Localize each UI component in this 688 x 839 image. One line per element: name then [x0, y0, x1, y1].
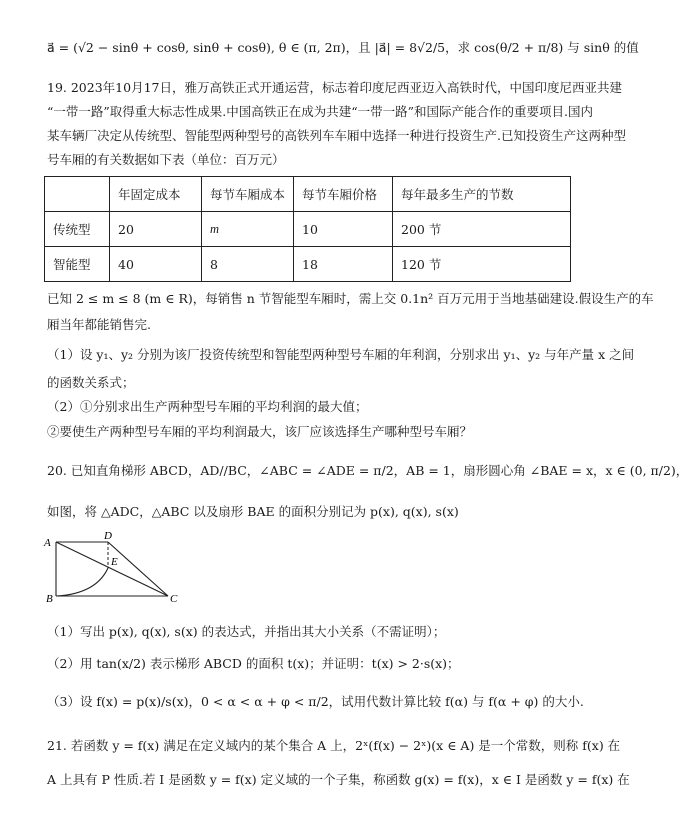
problem-21-line-2: A 上具有 P 性质.若 I 是函数 y = f(x) 定义域的一个子集，称函数 g(x) = f(x)，x ∈ I 是函数 y = f(x) 在	[47, 772, 630, 787]
table-header-cell	[45, 177, 110, 212]
problem-20-q3: （3）设 f(x) = p(x)/s(x)，0 < α < α + φ < π/2，试用代数计算比较 f(α) 与 f(α + φ) 的大小.	[47, 694, 584, 709]
table-header-cell: 年固定成本	[110, 177, 202, 212]
problem-19-q1-line-1: （1）设 y₁、y₂ 分别为该厂投资传统型和智能型两种型号车厢的年利润，分别求出 y₁、y₂ 与年产量 x 之间	[47, 347, 635, 362]
label-a: A	[44, 537, 51, 549]
table-cell: m	[202, 212, 294, 247]
table-cell: 10	[294, 212, 393, 247]
table-cell: 200 节	[393, 212, 571, 247]
trapezoid-figure	[40, 532, 190, 604]
label-c: C	[170, 593, 178, 605]
table-cell: 传统型	[45, 212, 110, 247]
label-b: B	[46, 593, 53, 605]
cost-data-table	[44, 176, 571, 282]
segment-ac	[56, 542, 168, 596]
table-header-cell: 每年最多生产的节数	[393, 177, 571, 212]
problem-20-q2: （2）用 tan(x/2) 表示梯形 ABCD 的面积 t(x)；并证明：t(x) > 2·s(x)；	[47, 656, 460, 671]
table-cell: 20	[110, 212, 202, 247]
table-header-row	[45, 177, 571, 212]
table-cell: 18	[294, 247, 393, 282]
arc-be	[56, 568, 108, 596]
table-cell: 8	[202, 247, 294, 282]
problem-20-line-1: 20. 已知直角梯形 ABCD，AD//BC，∠ABC = ∠ADE = π/2，AB = 1，扇形圆心角 ∠BAE = x，x ∈ (0, π/2)，	[47, 463, 688, 478]
label-e: E	[111, 556, 118, 568]
problem-19-line-5: 已知 2 ≤ m ≤ 8 (m ∈ R)，每销售 n 节智能型车厢时，需上交 0.1n² 百万元用于当地基础建设.假设生产的车	[47, 291, 654, 306]
table-cell: 智能型	[45, 247, 110, 282]
problem-19-line-6: 厢当年都能销售完.	[47, 317, 151, 332]
segment-dc	[108, 542, 168, 596]
table-header-cell: 每节车厢价格	[294, 177, 393, 212]
problem-19-line-3: 某车辆厂决定从传统型、智能型两种型号的高铁列车车厢中选择一种进行投资生产.已知投资生产这两种型	[47, 128, 626, 143]
problem-19-line-1: 19. 2023年10月17日，雅万高铁正式开通运营，标志着印度尼西亚迈入高铁时代，中国印度尼西亚共建	[47, 80, 622, 95]
table-header-cell: 每节车厢成本	[202, 177, 294, 212]
problem-19-q2-line-2: ②要使生产两种型号车厢的平均利润最大，该厂应该选择生产哪种型号车厢？	[47, 424, 473, 439]
problem-19-q1-line-2: 的函数关系式；	[47, 375, 135, 390]
table-row	[45, 212, 571, 247]
table-cell: 120 节	[393, 247, 571, 282]
problem-19-line-2: “一带一路”取得重大标志性成果.中国高铁正在成为共建“一带一路”和国际产能合作的重要项目.国内	[47, 104, 594, 119]
problem-21-line-1: 21. 若函数 y = f(x) 满足在定义域内的某个集合 A 上，2ˣ(f(x) − 2ˣ)(x ∈ A) 是一个常数，则称 f(x) 在	[47, 738, 621, 753]
problem-20-line-2: 如图，将 △ADC，△ABC 以及扇形 BAE 的面积分别记为 p(x), q(x), s(x)	[47, 504, 459, 519]
table-cell: 40	[110, 247, 202, 282]
problem-19-q2-line-1: （2）①分别求出生产两种型号车厢的平均利润的最大值；	[47, 399, 368, 414]
vector-condition-line: a⃗ = (√2 − sinθ + cosθ, sinθ + cosθ), θ ∈ (π, 2π)，且 |a⃗| = 8√2/5，求 cos(θ/2 + π/8) 与 sinθ 的值	[47, 40, 639, 55]
problem-19-line-4: 号车厢的有关数据如下表（单位：百万元）	[47, 152, 285, 167]
label-d: D	[104, 530, 112, 542]
table-row	[45, 247, 571, 282]
problem-20-q1: （1）写出 p(x), q(x), s(x) 的表达式，并指出其大小关系（不需证明）；	[47, 624, 446, 639]
